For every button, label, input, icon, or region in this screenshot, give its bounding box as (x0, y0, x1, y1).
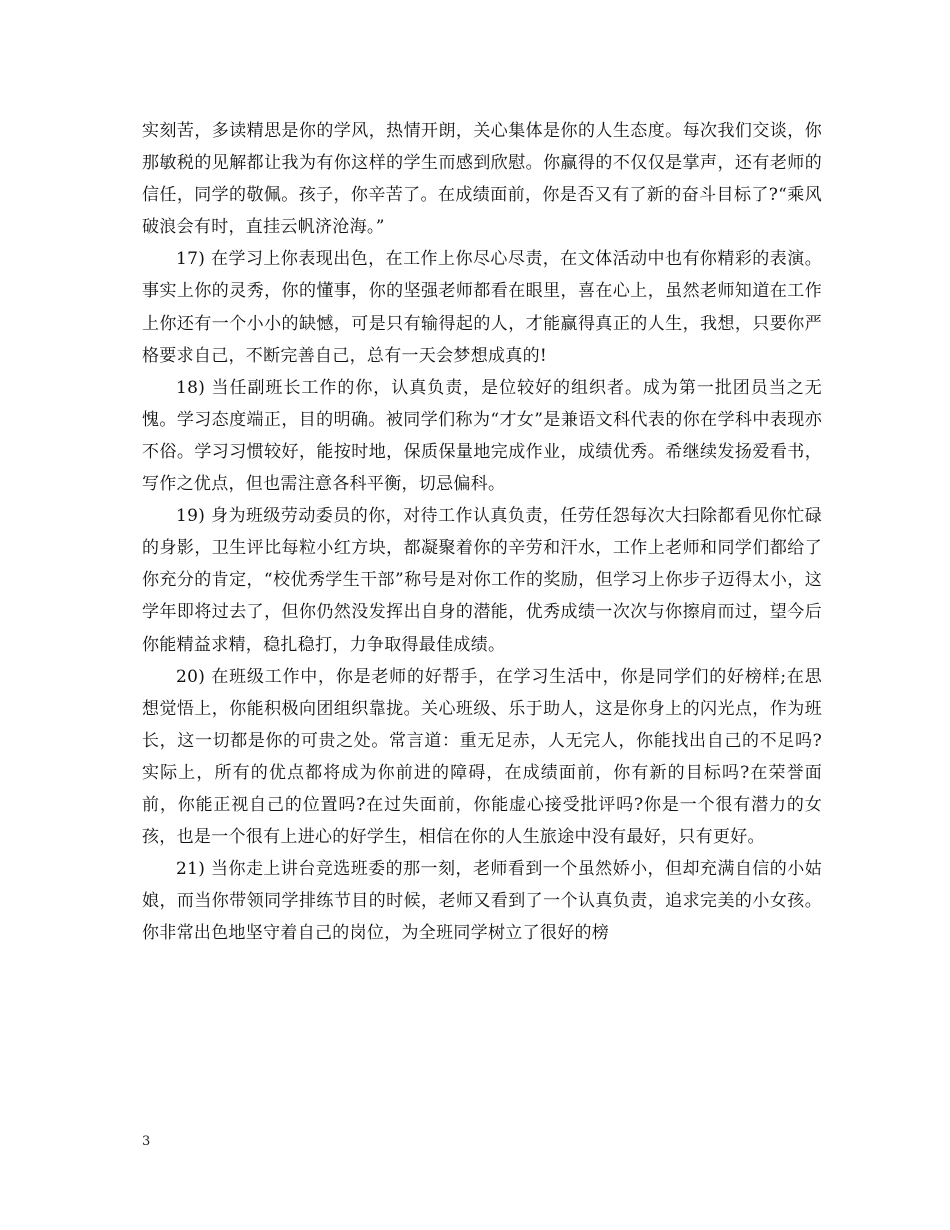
paragraph-continuation: 实刻苦，多读精思是你的学风，热情开朗，关心集体是你的人生态度。每次我们交谈，你那敏税的见解都让我为有你这样的学生而感到欣慰。你赢得的不仅仅是掌声，还有老师的信任，同学的敬佩。孩子，你辛苦了。在成绩面前，你是否又有了新的奋斗目标了?“乘风破浪会有时，直挂云帆济沧海。” (142, 121, 822, 238)
paragraph-19: 19) 身为班级劳动委员的你，对待工作认真负责，任劳任怨每次大扫除都看见你忙碌的身影，卫生评比每粒小红方块，都凝聚着你的辛劳和汗水，工作上老师和同学们都给了你充分的肯定，“校优秀学生干部”称号是对你工作的奖励，但学习上你步子迈得太小，这学年即将过去了，但你仍然没发挥出自身的潜能，优秀成绩一次次与你擦肩而过，望今后你能精益求精，稳扎稳打，力争取得最佳成绩。 (142, 506, 822, 655)
page-number: 3 (142, 1134, 151, 1149)
paragraph-17: 17) 在学习上你表现出色，在工作上你尽心尽责，在文体活动中也有你精彩的表演。事实上你的灵秀，你的懂事，你的坚强老师都看在眼里，喜在心上，虽然老师知道在工作上你还有一个小小的缺憾，可是只有输得起的人，才能赢得真正的人生，我想，只要你严格要求自己，不断完善自己，总有一天会梦想成真的! (142, 249, 822, 366)
paragraph-20: 20) 在班级工作中，你是老师的好帮手，在学习生活中，你是同学们的好榜样;在思想觉悟上，你能积极向团组织靠拢。关心班级、乐于助人，这是你身上的闪光点，作为班长，这一切都是你的可贵之处。常言道：重无足赤，人无完人，你能找出自己的不足吗?实际上，所有的优点都将成为你前进的障碍，在成绩面前，你有新的目标吗?在荣誉面前，你能正视自己的位置吗?在过失面前，你能虚心接受批评吗?你是一个很有潜力的女孩，也是一个很有上进心的好学生，相信在你的人生旅途中没有最好，只有更好。 (142, 666, 822, 848)
document-body (142, 115, 822, 949)
paragraph-21: 21) 当你走上讲台竞选班委的那一刻，老师看到一个虽然娇小，但却充满自信的小姑娘，而当你带领同学排练节目的时候，老师又看到了一个认真负责，追求完美的小女孩。你非常出色地坚守着自己的岗位，为全班同学树立了很好的榜 (142, 859, 822, 944)
paragraph-18: 18) 当任副班长工作的你，认真负责，是位较好的组织者。成为第一批团员当之无愧。学习态度端正，目的明确。被同学们称为“才女”是兼语文科代表的你在学科中表现亦不俗。学习习惯较好，能按时地，保质保量地完成作业，成绩优秀。希继续发扬爱看书，写作之优点，但也需注意各科平衡，切忌偏科。 (142, 377, 822, 495)
